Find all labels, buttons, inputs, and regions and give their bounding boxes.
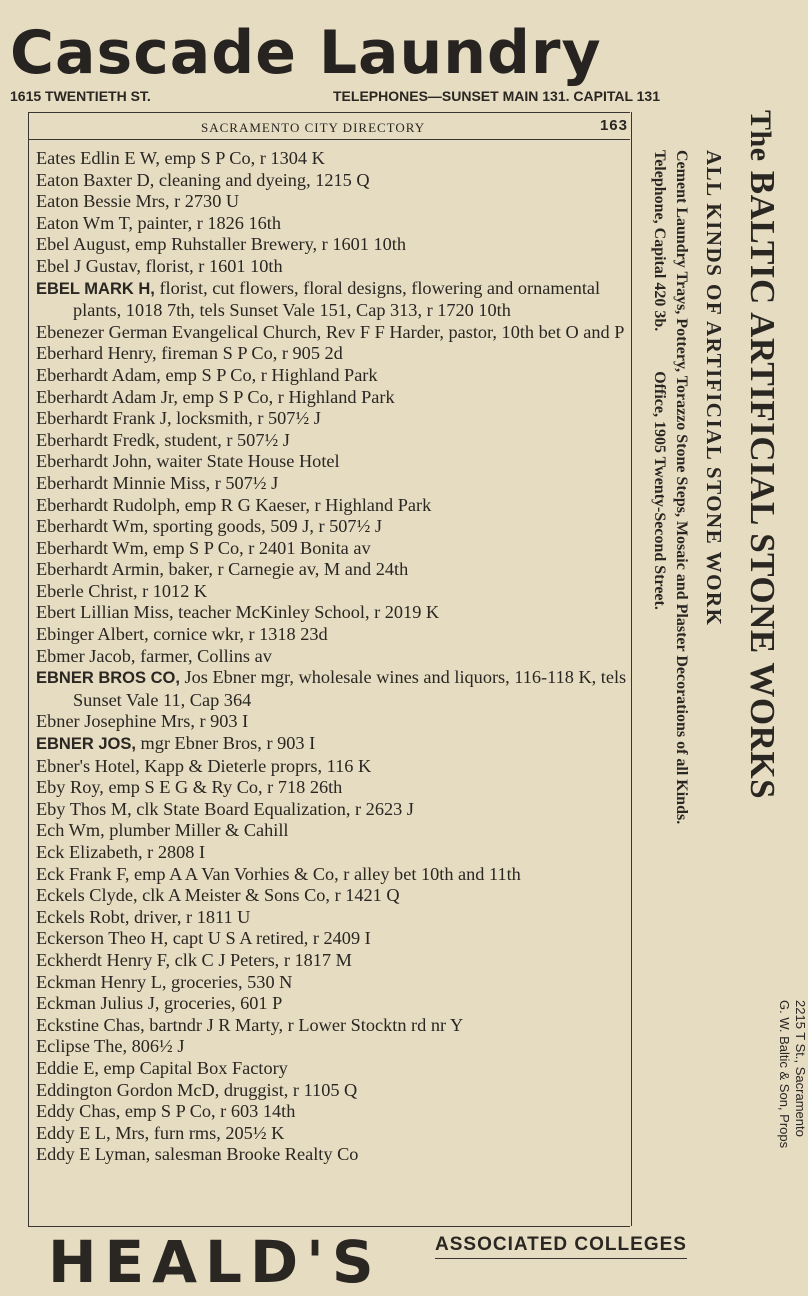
entry-text: Eberhardt Adam, emp S P Co, r Highland Park [36,364,378,385]
entry-text: Eaton Wm T, painter, r 1826 16th [36,212,282,233]
entry-text: Eddy E L, Mrs, furn rms, 205½ K [36,1122,285,1143]
side-advertisement [642,110,808,1235]
entry-text: Eckerson Theo H, capt U S A retired, r 2409 I [36,928,371,949]
directory-entry [36,473,630,495]
directory-entry [36,1036,630,1058]
entry-text: florist, cut flowers, floral designs, flowering and ornamental plants, 1018 7th, tels Sunset Vale 151, Cap 313, r 1720 10th [73,277,601,321]
directory-entry [36,408,630,430]
side-ad-address1: 2215 T St., Sacramento [793,1000,808,1137]
directory-entry [36,1080,630,1102]
footer-ad-subtitle: ASSOCIATED COLLEGES [435,1234,687,1259]
entry-text: Ebel August, emp Ruhstaller Brewery, r 1601 10th [36,234,406,255]
entry-text: Eby Roy, emp S E G & Ry Co, r 718 26th [36,777,343,798]
directory-entry [36,170,630,192]
entry-text: Jos Ebner mgr, wholesale wines and liquors, 116-118 K, tels Sunset Vale 11, Cap 364 [73,667,627,710]
header-ad-title: Cascade Laundry [10,18,602,88]
entry-text: mgr Ebner Bros, r 903 I [135,733,316,754]
entry-text: Ebmer Jacob, farmer, Collins av [36,645,272,666]
entry-text: Eddy E Lyman, salesman Brooke Realty Co [36,1144,359,1165]
entry-name: EBEL MARK H, [36,279,155,298]
entry-text: Eberhardt Adam Jr, emp S P Co, r Highland Park [36,386,395,407]
entry-text: Eaton Baxter D, cleaning and dyeing, 1215 Q [36,169,370,190]
entry-text: Ech Wm, plumber Miller & Cahill [36,820,289,841]
entry-text: Ebinger Albert, cornice wkr, r 1318 23d [36,624,328,645]
directory-entry [36,278,630,322]
directory-entry [36,148,630,170]
directory-entry [36,365,630,387]
side-ad-the: The [744,110,777,162]
directory-entry [36,1144,630,1166]
entry-text: Eckman Henry L, groceries, 530 N [36,971,293,992]
directory-entry [36,256,630,278]
side-ad-line3: Cement Laundry Trays, Pottery, Torazzo Stone Steps, Mosaic and Plaster Decorations of all Kinds. [673,150,690,825]
directory-entry [36,907,630,929]
entry-text: Eberle Christ, r 1012 K [36,580,208,601]
directory-entry [36,777,630,799]
entry-text: Eckels Robt, driver, r 1811 U [36,906,251,927]
entry-text: Eckstine Chas, bartndr J R Marty, r Lower Stocktn rd nr Y [36,1014,464,1035]
entry-text: Eckman Julius J, groceries, 601 P [36,993,283,1014]
side-ad-line2: ALL KINDS OF ARTIFICIAL STONE WORK [702,150,726,627]
entry-text: Eberhardt Wm, sporting goods, 509 J, r 507½ J [36,516,382,537]
directory-entry [36,646,630,668]
directory-entry [36,516,630,538]
directory-entry [36,1058,630,1080]
entry-text: Eddie E, emp Capital Box Factory [36,1057,288,1078]
header-ad-subline [10,88,660,104]
directory-entry [36,1015,630,1037]
running-head [28,112,630,140]
entry-name: EBNER BROS CO, [36,669,180,688]
directory-entry [36,756,630,778]
directory-entry [36,928,630,950]
entry-text: Eates Edlin E W, emp S P Co, r 1304 K [36,148,325,168]
entry-text: Ebner Josephine Mrs, r 903 I [36,711,249,732]
entry-text: Ebenezer German Evangelical Church, Rev F F Harder, pastor, 10th bet O and P [36,321,625,342]
entry-text: Ebert Lillian Miss, teacher McKinley School, r 2019 K [36,602,440,623]
entry-text: Eberhardt Fredk, student, r 507½ J [36,429,290,450]
directory-entry [36,343,630,365]
header-ad-telephones: TELEPHONES—SUNSET MAIN 131. CAPITAL 131 [333,88,660,104]
directory-entry [36,322,630,344]
directory-entry [36,387,630,409]
side-ad-address [776,1000,808,1148]
directory-entry [36,993,630,1015]
directory-entry [36,711,630,733]
entry-text: Eberhardt Frank J, locksmith, r 507½ J [36,408,321,429]
directory-entry [36,495,630,517]
header-advertisement [10,18,660,104]
frame-bottom-rule [28,1226,630,1227]
directory-entry [36,864,630,886]
directory-entry [36,972,630,994]
header-ad-address: 1615 TWENTIETH ST. [10,88,151,104]
side-ad-name: BALTIC ARTIFICIAL STONE WORKS [743,170,782,800]
directory-entry [36,820,630,842]
directory-entry [36,733,630,756]
entry-text: Eberhard Henry, fireman S P Co, r 905 2d [36,343,343,364]
directory-entry [36,885,630,907]
entry-text: Eclipse The, 806½ J [36,1036,185,1057]
entry-text: Eck Elizabeth, r 2808 I [36,842,206,862]
side-ad-line4: Telephone, Capital 420 3b. Office, 1905 Twenty-Second Street. [651,150,668,610]
directory-entry [36,581,630,603]
directory-entries [36,148,630,1166]
directory-entry [36,1101,630,1123]
directory-entry [36,950,630,972]
entry-text: Eddington Gordon McD, druggist, r 1105 Q [36,1079,358,1100]
entry-text: Eckels Clyde, clk A Meister & Sons Co, r 1421 Q [36,885,400,906]
directory-entry [36,213,630,235]
side-ad-name-line [742,110,782,799]
entry-text: Eby Thos M, clk State Board Equalization, r 2623 J [36,798,414,819]
entry-text: Eberhardt Minnie Miss, r 507½ J [36,472,279,493]
directory-entry [36,842,630,864]
entry-text: Eck Frank F, emp A A Van Vorhies & Co, r alley bet 10th and 11th [36,863,521,884]
entry-text: Eberhardt Wm, emp S P Co, r 2401 Bonita av [36,537,371,558]
entry-name: EBNER JOS, [36,735,136,754]
entry-text: Eberhardt John, waiter State House Hotel [36,451,340,472]
directory-entry [36,538,630,560]
directory-entry [36,624,630,646]
directory-entry [36,191,630,213]
side-ad-address2: G. W. Baltic & Son, Props [777,1000,792,1149]
directory-entry [36,451,630,473]
directory-entry [36,602,630,624]
running-head-title: SACRAMENTO CITY DIRECTORY [201,120,426,135]
entry-text: Ebel J Gustav, florist, r 1601 10th [36,255,283,276]
entry-text: Ebner's Hotel, Kapp & Dieterle proprs, 116 K [36,755,372,776]
entry-text: Eckherdt Henry F, clk C J Peters, r 1817 M [36,949,352,970]
footer-ad-title: HEALD'S [48,1228,382,1296]
entry-text: Eberhardt Armin, baker, r Carnegie av, M and 24th [36,559,409,580]
entry-text: Eaton Bessie Mrs, r 2730 U [36,191,240,212]
page-number: 163 [599,117,628,134]
directory-entry [36,1123,630,1145]
entry-text: Eberhardt Rudolph, emp R G Kaeser, r Highland Park [36,494,432,515]
directory-entry [36,667,630,711]
directory-entry [36,559,630,581]
directory-entry [36,234,630,256]
directory-entry [36,799,630,821]
entry-text: Eddy Chas, emp S P Co, r 603 14th [36,1101,296,1122]
directory-entry [36,430,630,452]
